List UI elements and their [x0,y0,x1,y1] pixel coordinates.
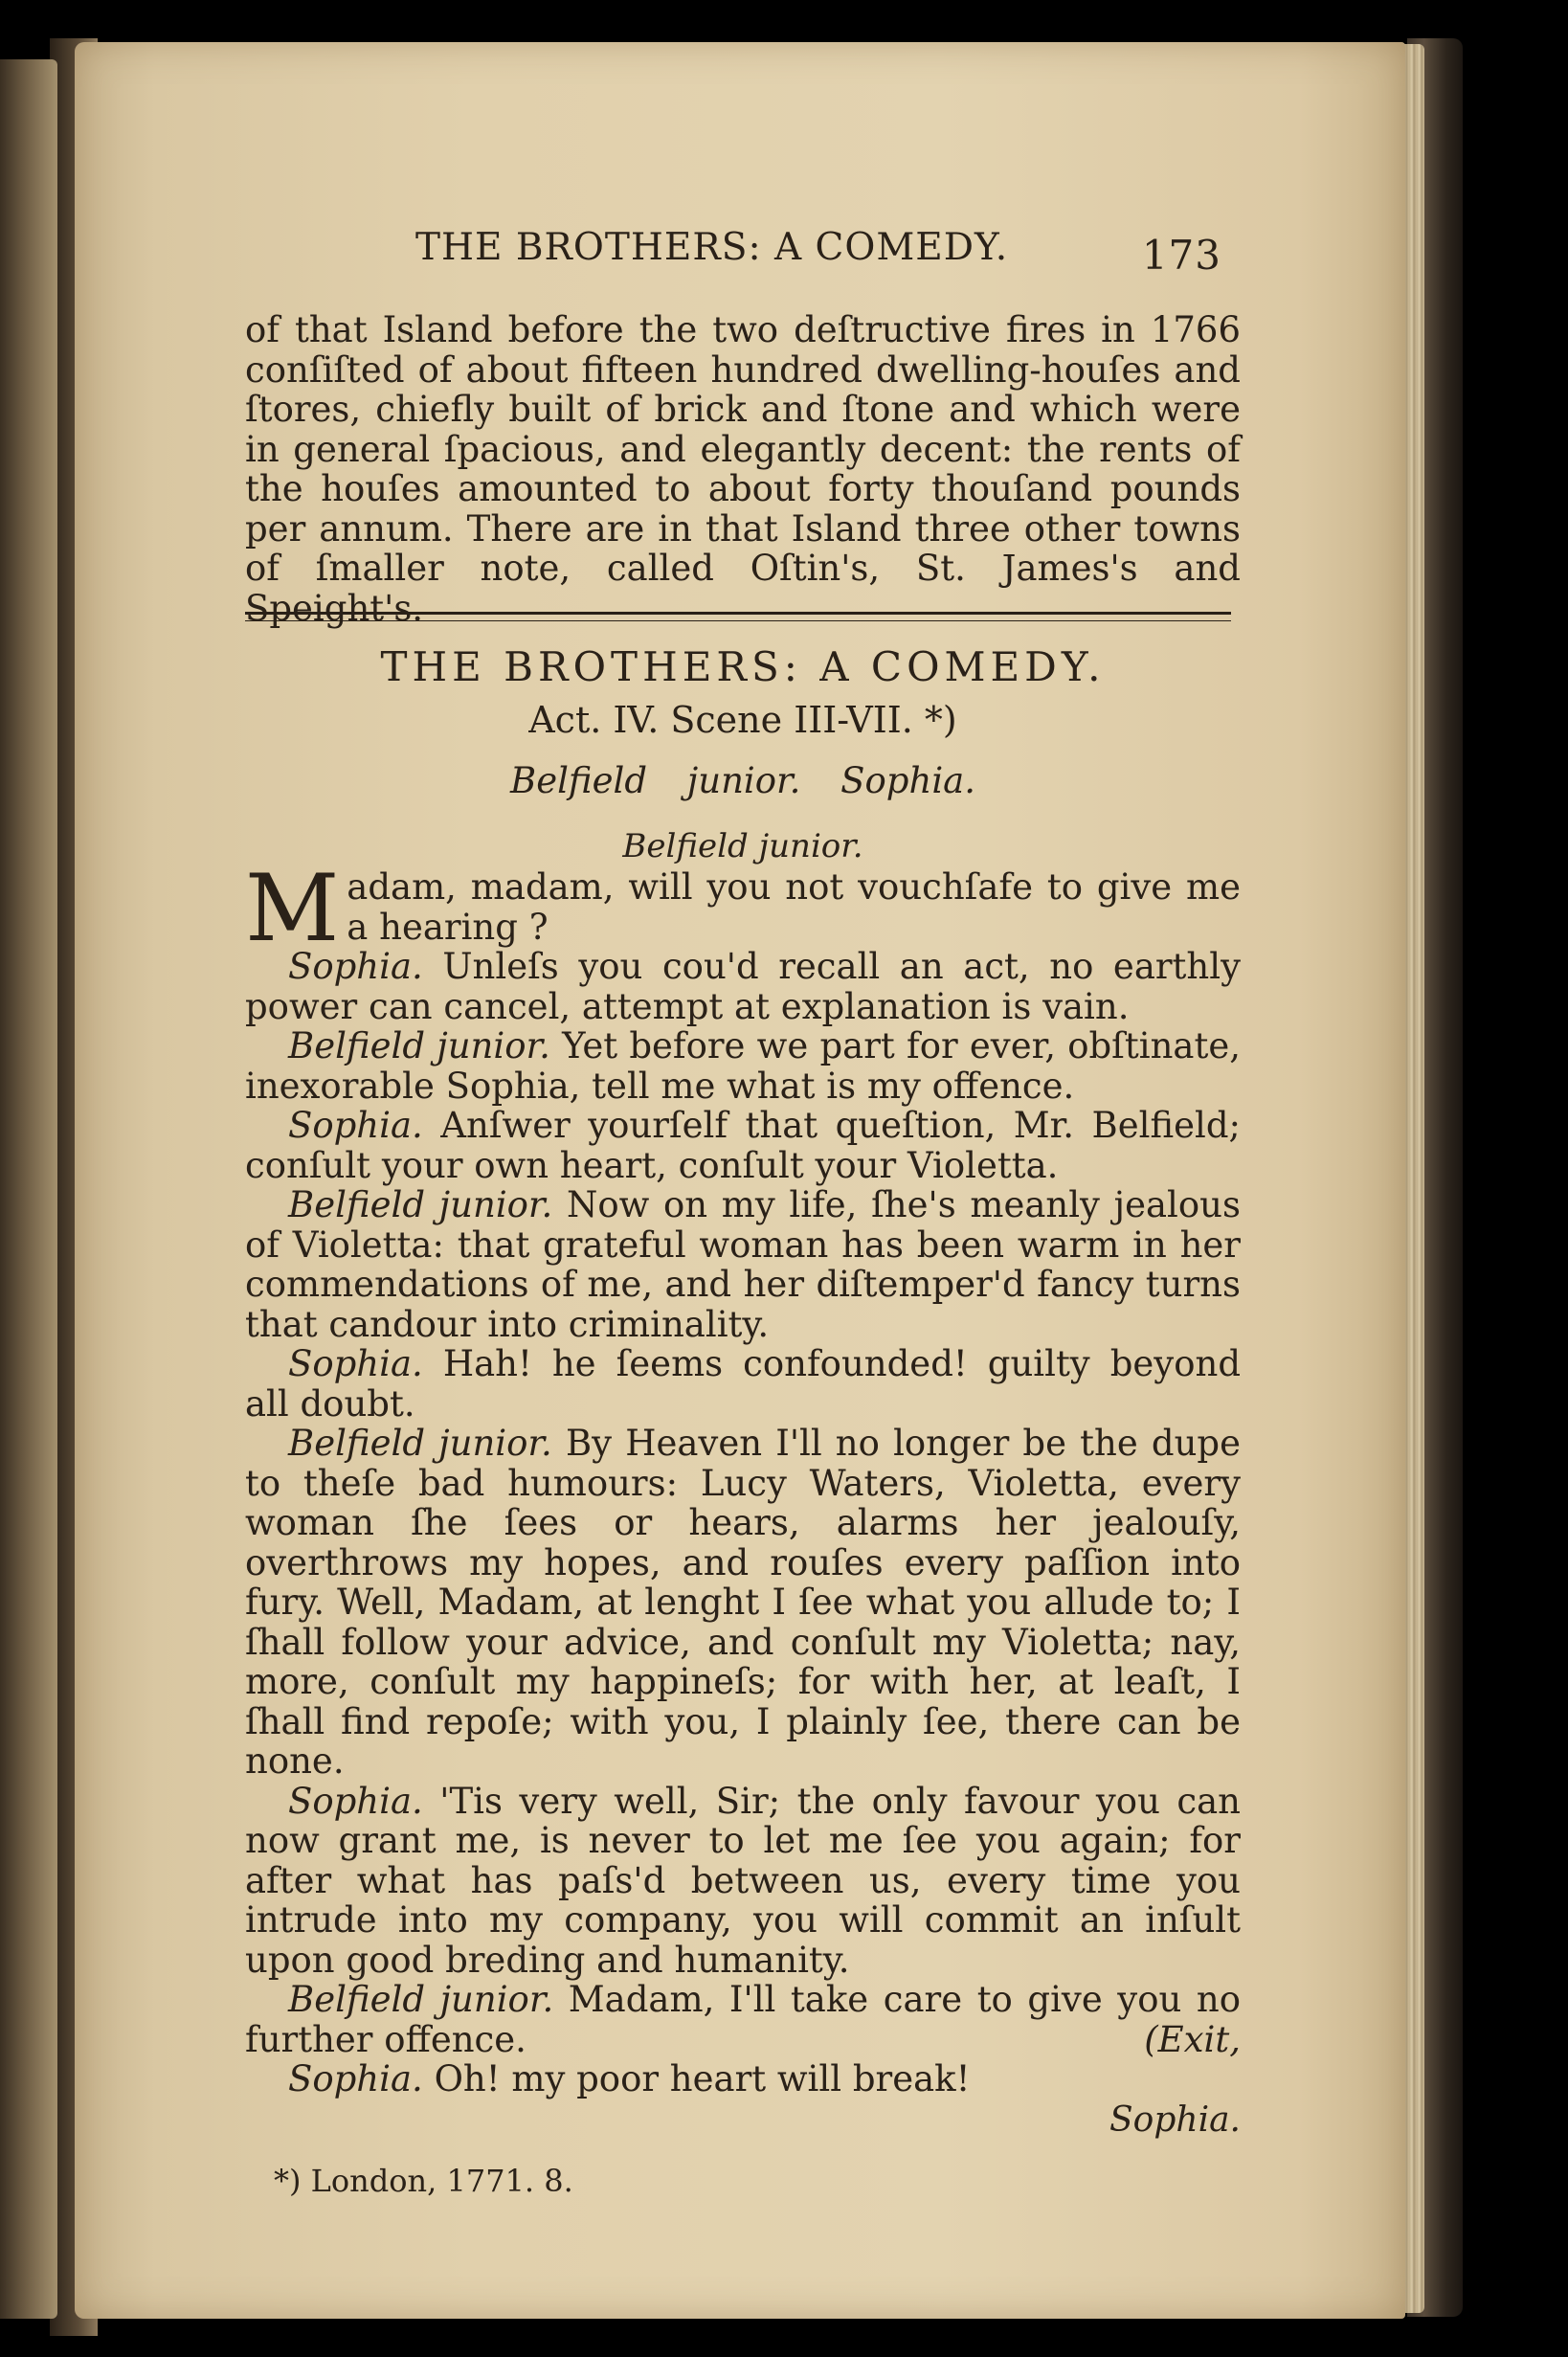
speech-text: Madam, I'll take care to give you no further offence. [245,1979,1241,2060]
speech-text: Anſwer yourſelf that queſtion, Mr. Belfield; conſult your own heart, conſult your Violetta. [245,1105,1242,1186]
speech-text: Yet before we part for ever, obſtinate, inexorable Sophia, tell me what is my offence. [245,1025,1241,1107]
characters-line: Belfield junior. Sophia. [510,760,975,801]
speaker-name: Sophia. [288,1780,423,1822]
speech-text: By Heaven I'll no longer be the dupe to theſe bad humours: Lucy Waters, Violetta, every woman ſhe ſees or hears, alarms her jealouſy, overthrows my hopes, and rouſes every paſſion into fury. Well, Madam, at lenght I ſee what you allude to; I ſhall follow your advice, and conſult my Violetta; nay, more, conſult my happineſs; for with her, at leaſt, I ſhall find repoſe; with you, I plainly ſee, there can be none. [245,1423,1241,1782]
running-head-title: THE BROTHERS: A COMEDY. [415,226,1009,269]
speaker-name: Belfield junior. [288,1184,553,1225]
stage-direction: (Exit, [1144,2018,1241,2060]
dialogue-line [245,947,1241,1026]
dialogue-line [245,1980,1241,2059]
dialogue-line [245,1424,1241,1782]
page-number: 173 [1141,232,1221,279]
speaker-name: Sophia. [288,1105,423,1146]
facing-page-edge [0,59,57,2319]
article-title: THE BROTHERS: A COMEDY. [380,643,1106,690]
catchword: Sophia. [1109,2100,1241,2140]
book-page [75,42,1405,2319]
running-head [245,226,1241,283]
dialogue-line [245,1185,1241,1344]
continuation-paragraph: of that Island before the two deſtructive fires in 1766 conſiſted of about fifteen hundred dwelling-houſes and ſtores, chiefly built of brick and ſtone and which were in general ſpacious, and elegantly decent: the rents of the houſes amounted to about forty thouſand pounds per annum. There are in that Island three other towns of ſmaller note, called Oſtin's, St. James's and Speight's. [245,309,1241,629]
dialogue-line [245,1106,1241,1185]
speech-text: Hah! he ſeems confounded! guilty beyond all doubt. [245,1343,1241,1425]
speaker-name: Belfield junior. [288,1979,554,2020]
speech-text: Unleſs you cou'd recall an act, no earthly power can cancel, attempt at explanation is vain. [245,946,1241,1027]
speaker-name: Sophia. [288,1343,423,1384]
speaker-name: Belfield junior. [288,1025,550,1066]
speaker-name: Sophia. [288,2058,423,2099]
speech-text: Now on my life, ſhe's meanly jealous of Violetta: that grateful woman has been warm in her commendations of me, and her diſtemper'd fancy turns that candour into criminality. [245,1184,1241,1345]
first-speaker-heading: Belfield junior. [622,827,863,865]
speaker-name: Belfield junior. [288,1423,552,1464]
dialogue-line [245,1782,1241,1981]
dialogue-line [245,2059,1241,2099]
opening-speech [245,855,1241,962]
dialogue [245,855,1242,2099]
section-rule [245,612,1231,621]
speaker-name: Sophia. [288,946,423,987]
drop-cap: M [245,855,340,962]
dialogue-line [245,1026,1241,1106]
footnote: *) London, 1771. 8. [274,2163,573,2199]
opening-speech-text: adam, madam, will you not vouchſafe to give me a hearing ? [347,866,1241,948]
dialogue-line [245,1344,1241,1424]
speech-text: 'Tis very well, Sir; the only favour you can now grant me, is never to let me ſee you again; for after what has paſs'd between us, every time you intrude into my company, you will commit an inſult upon good breding and humanity. [245,1780,1242,1981]
speech-text: Oh! my poor heart will break! [434,2058,971,2099]
act-scene-heading: Act. IV. Scene III-VII. *) [528,699,957,741]
